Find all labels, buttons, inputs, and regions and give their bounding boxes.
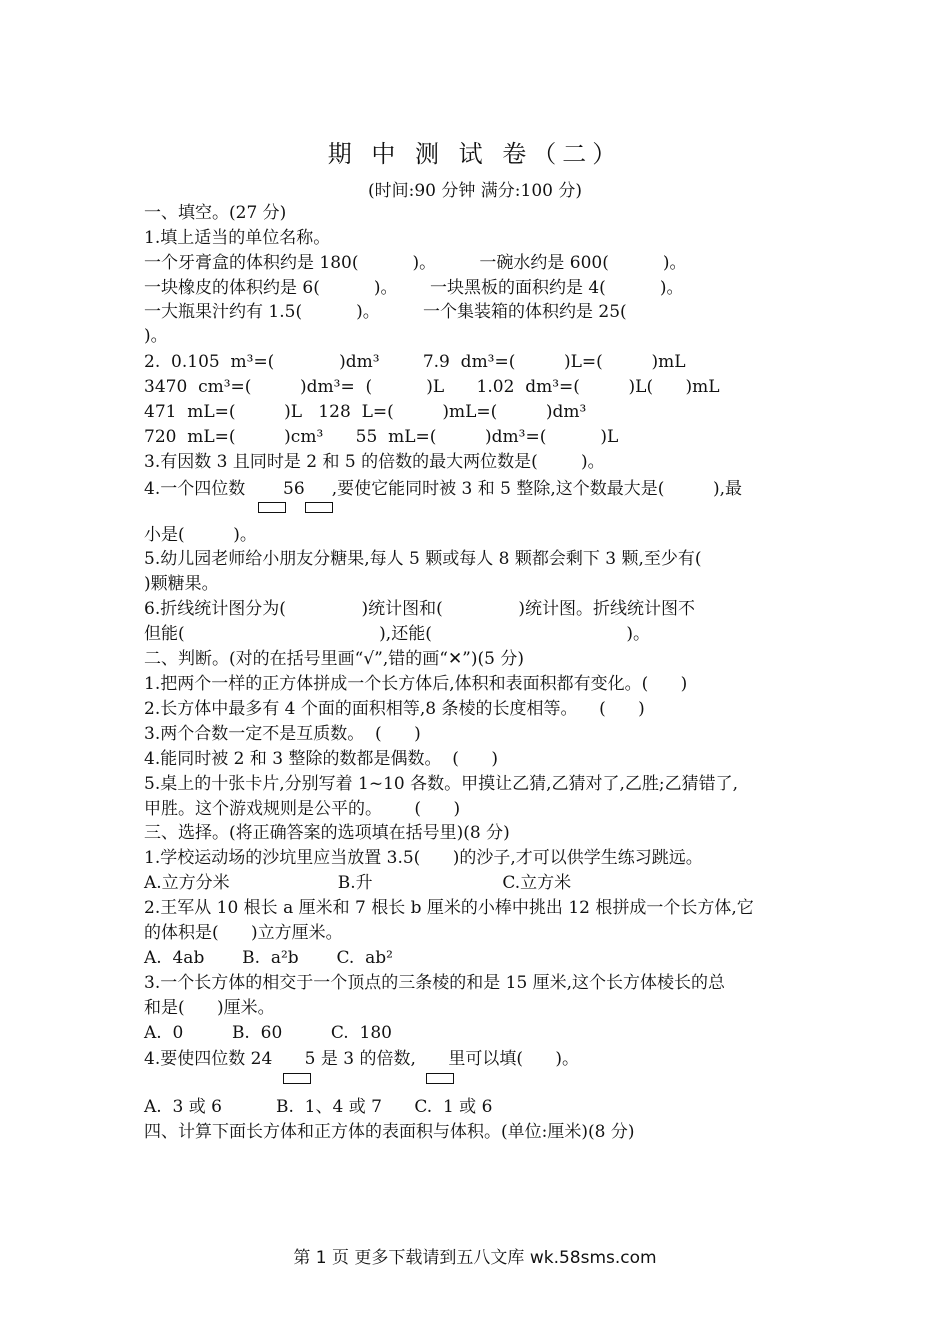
- question-line: 1.填上适当的单位名称。: [144, 228, 331, 248]
- option-line: A. 4ab B. a²b C. ab²: [144, 948, 393, 968]
- question-line: 2.王军从 10 根长 a 厘米和 7 根长 b 厘米的小棒中挑出 12 根拼成一个长方体,它: [144, 898, 754, 918]
- page-subtitle: (时间:90 分钟 满分:100 分): [367, 181, 582, 201]
- section-heading: 四、计算下面长方体和正方体的表面积与体积。(单位:厘米)(8 分): [144, 1122, 635, 1142]
- question-line: 2.长方体中最多有 4 个面的面积相等,8 条棱的长度相等。 ( ): [144, 699, 645, 719]
- question-line: 小是( )。: [144, 525, 257, 545]
- digit-blank-box: [258, 502, 286, 513]
- question-line: 一块橡皮的体积约是 6( )。 一块黑板的面积约是 4( )。: [144, 278, 684, 298]
- question-line: )。: [144, 326, 168, 346]
- question-line: 3470 cm³=( )dm³= ( )L 1.02 dm³=( )L( )mL: [144, 377, 720, 397]
- question-line: 6.折线统计图分为( )统计图和( )统计图。折线统计图不: [144, 599, 696, 619]
- question-line: 3.一个长方体的相交于一个顶点的三条棱的和是 15 厘米,这个长方体棱长的总: [144, 973, 726, 993]
- question-line: 但能( ),还能( )。: [144, 624, 651, 644]
- question-line: 5.桌上的十张卡片,分别写着 1~10 各数。甲摸让乙猜,乙猜对了,乙胜;乙猜错了,: [144, 774, 739, 794]
- question-line: 4.一个四位数 56 ,要使它能同时被 3 和 5 整除,这个数最大是( ),最: [144, 479, 743, 499]
- question-line: 的体积是( )立方厘米。: [144, 923, 343, 943]
- question-line: 1.把两个一样的正方体拼成一个长方体后,体积和表面积都有变化。( ): [144, 674, 688, 694]
- question-line: 一个牙膏盒的体积约是 180( )。 一碗水约是 600( )。: [144, 253, 687, 273]
- section-heading: 二、判断。(对的在括号里画“√”,错的画“✕”)(5 分): [144, 649, 524, 669]
- question-line: 和是( )厘米。: [144, 998, 275, 1018]
- question-line: 471 mL=( )L 128 L=( )mL=( )dm³: [144, 402, 587, 422]
- option-line: A. 3 或 6 B. 1、4 或 7 C. 1 或 6: [144, 1097, 493, 1117]
- question-line: 甲胜。这个游戏规则是公平的。 ( ): [144, 799, 461, 819]
- option-line: A.立方分米 B.升 C.立方米: [144, 873, 572, 893]
- question-line: 一大瓶果汁约有 1.5( )。 一个集装箱的体积约是 25(: [144, 302, 627, 322]
- question-line: 3.两个合数一定不是互质数。 ( ): [144, 724, 421, 744]
- section-heading: 一、填空。(27 分): [144, 203, 287, 223]
- digit-blank-box: [426, 1073, 454, 1084]
- page-title: 期 中 测 试 卷（二）: [327, 140, 623, 168]
- question-line: 1.学校运动场的沙坑里应当放置 3.5( )的沙子,才可以供学生练习跳远。: [144, 848, 703, 868]
- question-line: 2. 0.105 m³=( )dm³ 7.9 dm³=( )L=( )mL: [144, 352, 686, 372]
- digit-blank-box: [283, 1073, 311, 1084]
- page-footer: 第 1 页 更多下载请到五八文库 wk.58sms.com: [293, 1248, 657, 1268]
- digit-blank-box: [305, 502, 333, 513]
- question-line: )颗糖果。: [144, 574, 219, 594]
- question-line: 3.有因数 3 且同时是 2 和 5 的倍数的最大两位数是( )。: [144, 452, 605, 472]
- option-line: A. 0 B. 60 C. 180: [144, 1023, 392, 1043]
- question-line: 4.要使四位数 24 5 是 3 的倍数, 里可以填( )。: [144, 1049, 580, 1069]
- section-heading: 三、选择。(将正确答案的选项填在括号里)(8 分): [144, 823, 510, 843]
- question-line: 4.能同时被 2 和 3 整除的数都是偶数。 ( ): [144, 749, 498, 769]
- question-line: 5.幼儿园老师给小朋友分糖果,每人 5 颗或每人 8 颗都会剩下 3 颗,至少有(: [144, 549, 702, 569]
- question-line: 720 mL=( )cm³ 55 mL=( )dm³=( )L: [144, 427, 619, 447]
